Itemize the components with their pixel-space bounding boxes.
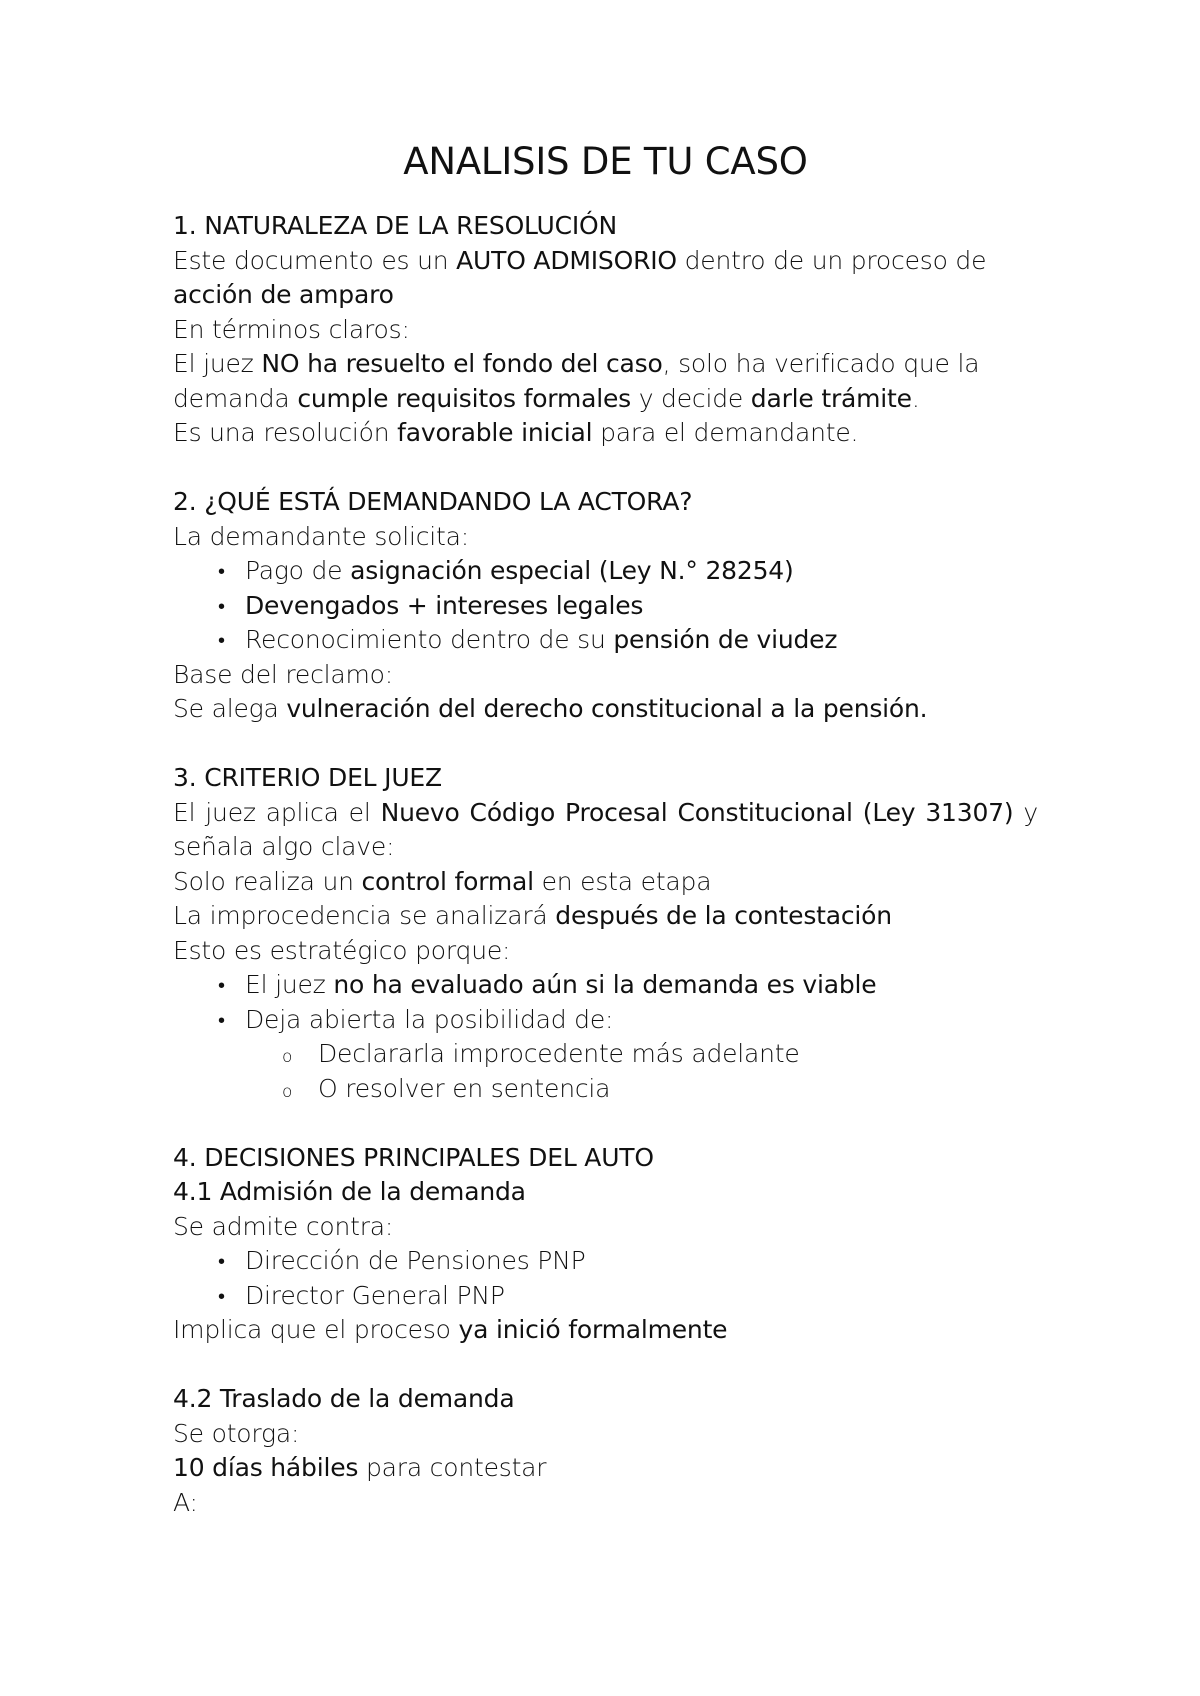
section-demanda — [173, 485, 1038, 727]
paragraph-line — [173, 899, 1038, 934]
paragraph-line — [173, 278, 1038, 313]
list-item — [245, 623, 1038, 658]
paragraph-line: Esto es estratégico porque: — [173, 935, 511, 965]
bold-text: NO ha resuelto el fondo del caso — [261, 349, 663, 378]
text-run: demanda — [173, 383, 298, 413]
paragraph-line: En términos claros: — [173, 314, 410, 344]
text-run: Implica que el proceso — [173, 1315, 459, 1344]
list-item: • Director General PNP — [245, 1279, 1038, 1314]
text-run: Solo realiza un — [173, 866, 362, 896]
sub-bullet-list — [245, 1037, 1038, 1106]
text-run: Se alega — [173, 694, 287, 723]
bold-text: darle trámite — [750, 383, 912, 413]
paragraph-line: A: — [173, 1487, 198, 1517]
text-run: El juez — [245, 970, 334, 999]
list-item: • Dirección de Pensiones PNP — [245, 1244, 1038, 1279]
list-item — [245, 968, 1038, 1003]
text-run: para contestar — [358, 1453, 547, 1482]
text-run: El juez — [173, 349, 262, 378]
paragraph-line: Base del reclamo: — [173, 659, 393, 689]
bold-text: cumple requisitos formales — [297, 383, 631, 413]
text-run: , solo ha verificado que la — [662, 349, 980, 378]
text-run: y señala algo clave: — [173, 797, 1038, 861]
section-heading: 2. ¿QUÉ ESTÁ DEMANDANDO LA ACTORA? — [173, 487, 693, 516]
bold-text: 10 días hábiles — [173, 1453, 359, 1482]
list-item — [245, 554, 1038, 589]
list-item — [245, 589, 1038, 624]
bold-text: control formal — [361, 866, 534, 896]
bold-text: favorable inicial — [397, 418, 593, 447]
bold-text: AUTO ADMISORIO — [456, 245, 677, 275]
paragraph-line — [173, 692, 1038, 727]
bold-text: acción de amparo — [173, 280, 394, 309]
bold-text: después de la contestación — [555, 901, 892, 930]
text-run: La improcedencia se analizará — [173, 901, 556, 930]
text-run: para el demandante. — [592, 418, 859, 447]
text-run: dentro de un proceso de — [676, 245, 987, 275]
spacer — [173, 1348, 1038, 1383]
paragraph-line — [173, 416, 1038, 451]
paragraph-line: Se admite contra: — [173, 1211, 394, 1241]
bold-text: 4.2 Traslado de la demanda — [173, 1384, 515, 1413]
spacer — [173, 727, 1038, 762]
text-run: y decide — [630, 383, 751, 413]
section-heading: 3. CRITERIO DEL JUEZ — [173, 763, 442, 792]
document-title: ANALISIS DE TU CASO — [403, 140, 808, 183]
text-run: . — [911, 383, 920, 413]
paragraph-line — [173, 244, 1038, 279]
spacer — [173, 1106, 1038, 1141]
bullet-list — [173, 968, 1038, 1106]
bold-text: ya inició formalmente — [458, 1315, 728, 1344]
subsection-heading — [173, 1382, 1038, 1417]
bold-text: Devengados + intereses legales — [245, 590, 644, 620]
section-decisiones — [173, 1141, 1038, 1521]
sub-list-item: o Declararla improcedente más adelante — [318, 1037, 1038, 1072]
paragraph-line — [173, 347, 1038, 382]
bullet-list — [173, 1244, 1038, 1313]
text-run: Reconocimiento dentro de su — [245, 625, 614, 654]
bold-text: asignación especial (Ley N.° 28254) — [350, 556, 794, 585]
paragraph-line — [173, 1451, 1038, 1486]
paragraph-line: La demandante solicita: — [173, 521, 469, 551]
sub-list-item: o O resolver en sentencia — [318, 1072, 1038, 1107]
paragraph-line — [173, 1313, 1038, 1348]
section-heading: 1. NATURALEZA DE LA RESOLUCIÓN — [173, 211, 618, 240]
bullet-list — [173, 554, 1038, 658]
paragraph-line — [173, 796, 1038, 865]
text-run: Este documento es un — [173, 245, 457, 275]
bold-text: Nuevo Código Procesal Constitucional (Ley 31307) — [380, 797, 1014, 827]
bold-text: vulneración del derecho constitucional a la pensión. — [286, 694, 928, 723]
text-run: Deja abierta la posibilidad de: — [245, 1004, 614, 1034]
spacer — [173, 451, 1038, 486]
subsection-heading — [173, 1175, 1038, 1210]
section-naturaleza — [173, 209, 1038, 451]
document-page — [173, 140, 1038, 1520]
list-item — [245, 1003, 1038, 1107]
section-criterio — [173, 761, 1038, 1106]
text-run: Pago de — [245, 556, 351, 585]
paragraph-line — [173, 865, 1038, 900]
text-run: en esta etapa — [533, 866, 712, 896]
paragraph-line — [173, 382, 1038, 417]
bold-text: pensión de viudez — [613, 625, 838, 654]
bold-text: 4.1 Admisión de la demanda — [173, 1177, 526, 1206]
section-heading: 4. DECISIONES PRINCIPALES DEL AUTO — [173, 1142, 654, 1172]
paragraph-line: Se otorga: — [173, 1418, 300, 1448]
bold-text: no ha evaluado aún si la demanda es viable — [333, 970, 877, 999]
text-run: Es una resolución — [173, 418, 398, 447]
text-run: El juez aplica el — [173, 797, 381, 827]
